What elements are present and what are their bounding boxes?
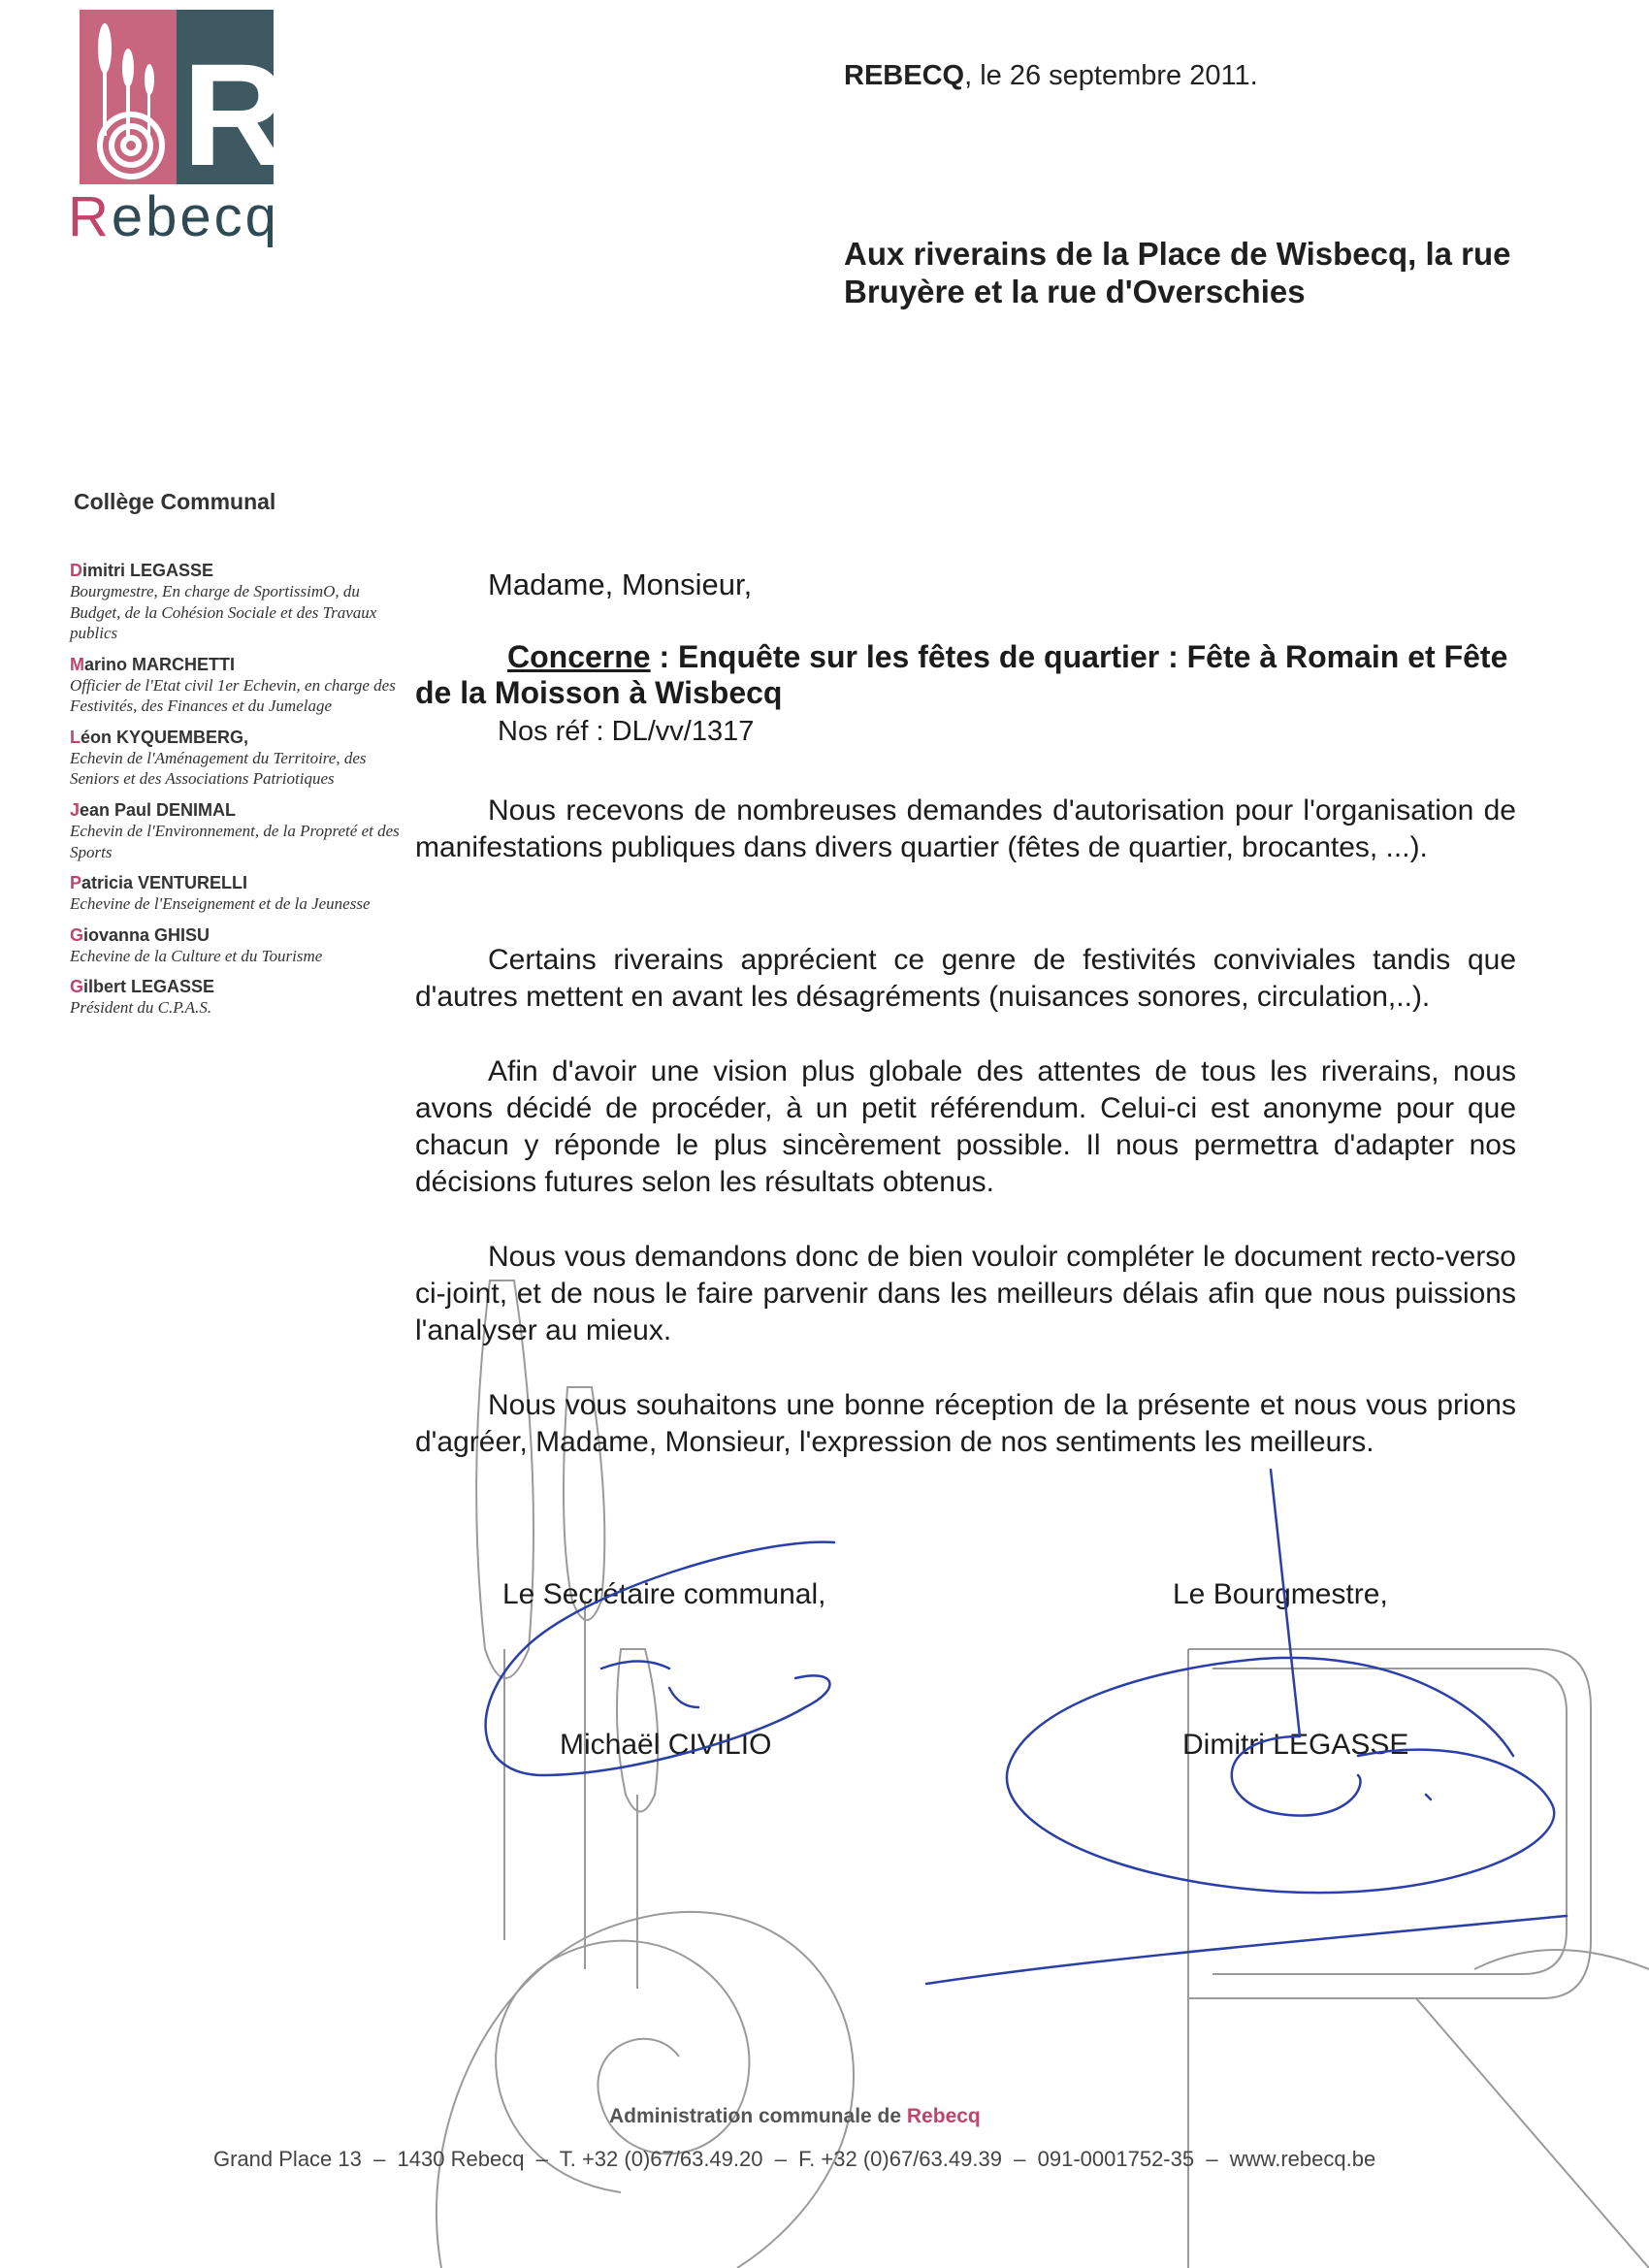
footer-contact: Grand Place 13 – 1430 Rebecq – T. +32 (0)67/63.49.20 – F. +32 (0)67/63.49.39 – 091-0001752-35 – www.rebecq.be [213, 2147, 1376, 2171]
logo-wordmark: Rebecq [68, 185, 279, 248]
member-role: Echevine de l'Enseignement et de la Jeunesse [70, 894, 371, 914]
reference-number: Nos réf : DL/vv/1317 [498, 716, 755, 747]
subject-text: : Enquête sur les fêtes de quartier : Fête à Romain et Fête de la Moisson à Wisbecq [415, 639, 1508, 710]
member-role: Président du C.P.A.S. [70, 998, 212, 1018]
recipient-address: Aux riverains de la Place de Wisbecq, la rue Bruyère et la rue d'Overschies [844, 236, 1511, 309]
college-member-list [70, 561, 400, 1029]
college-member [70, 873, 400, 915]
footer-title: Administration communale de Rebecq [609, 2105, 981, 2127]
subject-label: Concerne [507, 639, 651, 674]
member-name: Jean Paul DENIMAL [70, 800, 237, 821]
member-role: Echevin de l'Aménagement du Territoire, des Seniors et des Associations Patriotiques [70, 748, 367, 789]
body-paragraph: Nous vous souhaitons une bonne réception de la présente et nous vous prions d'agréer, Madame, Monsieur, l'expression de nos sentiments les meilleurs. [415, 1389, 1516, 1459]
mayor-title: Le Bourgmestre, [1173, 1578, 1388, 1610]
college-title: Collège Communal [74, 489, 276, 514]
member-name: Marino MARCHETTI [70, 654, 235, 674]
member-role: Echevine de la Culture et du Tourisme [70, 946, 323, 965]
college-member [70, 925, 400, 967]
mayor-name: Dimitri LEGASSE [1182, 1729, 1409, 1761]
member-name: Gilbert LEGASSE [70, 977, 215, 997]
subject-line [415, 639, 1516, 711]
member-role: Bourgmestre, En charge de SportissimO, du Budget, de la Cohésion Sociale et des Travaux publics [70, 582, 377, 643]
member-name: Dimitri LEGASSE [70, 561, 214, 580]
college-member [70, 561, 400, 644]
college-member [70, 977, 400, 1019]
secretary-title: Le Secrétaire communal, [502, 1578, 826, 1610]
dateline [844, 60, 1258, 92]
body-paragraph: Afin d'avoir une vision plus globale des attentes de tous les riverains, nous avons décidé de procéder, à un petit référendum. Celui-ci est anonyme pour que chacun y réponde le plus sincèrement possible. Il nous permettra d'adapter nos décisions futures selon les résultats obtenus. [415, 1055, 1516, 1199]
secretary-name: Michaël CIVILIO [560, 1729, 772, 1761]
body-paragraph: Certains riverains apprécient ce genre de festivités conviviales tandis que d'autres mettent en avant les désagréments (nuisances sonores, circulation,..). [415, 944, 1516, 1014]
dateline-date: , le 26 septembre 2011. [964, 60, 1258, 91]
body-paragraph: Nous recevons de nombreuses demandes d'autorisation pour l'organisation de manifestations publiques dans divers quartier (fêtes de quartier, brocantes, ...). [415, 794, 1516, 864]
body-paragraph: Nous vous demandons donc de bien vouloir compléter le document recto-verso ci-joint, et de nous le faire parvenir dans les meilleurs délais afin que nous puissions l'analyser au mieux. [415, 1241, 1516, 1347]
member-role: Echevin de l'Environnement, de la Propreté et des Sports [70, 822, 400, 861]
svg-text:R: R [182, 33, 288, 196]
mayor-signature [926, 1470, 1567, 1984]
member-name: Léon KYQUEMBERG, [70, 727, 249, 747]
member-role: Officier de l'Etat civil 1er Echevin, en charge des Festivités, des Finances et du Jumelage [70, 675, 396, 716]
college-member [70, 655, 400, 717]
college-member [70, 800, 400, 862]
salutation: Madame, Monsieur, [488, 567, 753, 601]
dateline-city: REBECQ [844, 60, 965, 91]
college-member [70, 728, 400, 790]
member-name: Patricia VENTURELLI [70, 873, 248, 893]
member-name: Giovanna GHISU [70, 924, 210, 945]
